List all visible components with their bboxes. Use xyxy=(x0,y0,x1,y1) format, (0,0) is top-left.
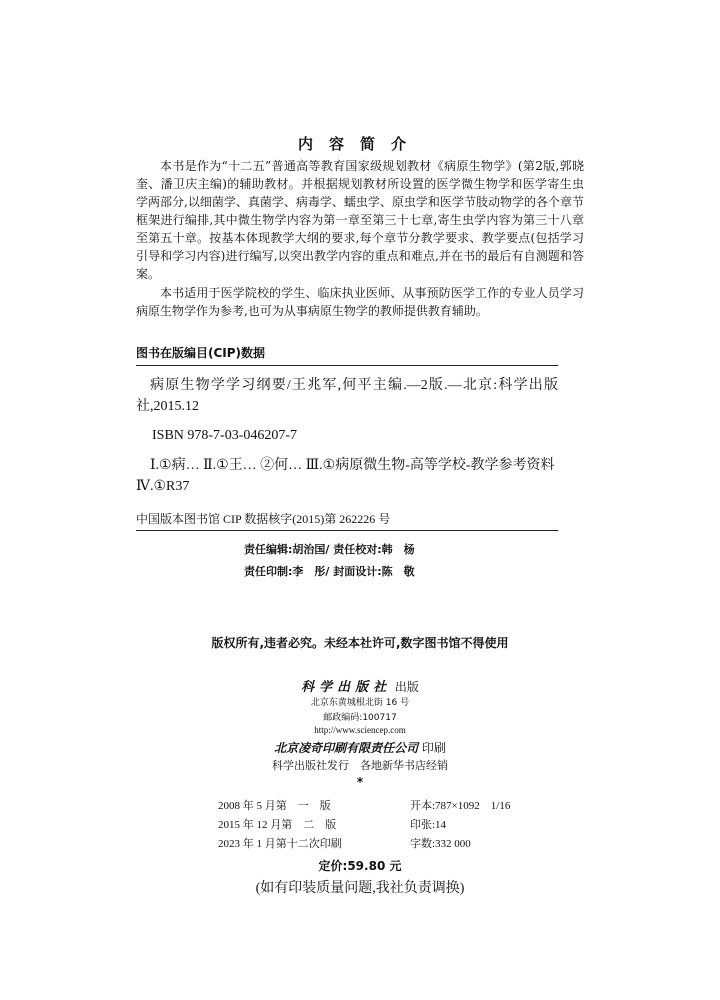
publisher-postcode: 邮政编码:100717 xyxy=(323,713,397,723)
cip-classification: Ⅰ.①病… Ⅱ.①王… ②何… Ⅲ.①病原微生物-高等学校-教学参考资料 Ⅳ.①R37 xyxy=(136,458,555,494)
cip-check-number: 中国版本图书馆 CIP 数据核字(2015)第 262226 号 xyxy=(136,512,391,526)
price: 定价:59.80 元 xyxy=(318,859,402,873)
printer-suffix: 印刷 xyxy=(421,741,446,755)
cip-isbn: ISBN 978-7-03-046207-7 xyxy=(152,428,298,443)
staff-credits-line-1: 责任编辑:胡治国/ 责任校对:韩 杨 xyxy=(244,543,415,556)
summary-paragraph-1: 本书是作为“十二五”普通高等教育国家级规划教材《病原生物学》(第2版,郭晓奎、潘卫庆主编)的辅助教材。并根据规划教材所设置的医学微生物学和医学寄生虫学两部分,以细菌学、真菌学、病毒学、蠕虫学、原虫学和医学节肢动物学的各个章节框架进行编排,其中微生物学内容为第一章至第三十七章,寄生虫学内容为第三十八章至第五十章。按基本体现教学大纲的要求,每个章节分教学要求、教学要点(包括学习引导和学习内容)进行编写,以突出教学内容的重点和难点,并在书的最后有自测题和答案。 xyxy=(136,159,584,281)
publisher-suffix: 出版 xyxy=(394,680,419,694)
copyright-notice: 版权所有,违者必究。未经本社许可,数字图书馆不得使用 xyxy=(211,636,509,650)
cip-record: 病原生物学学习纲要/王兆军,何平主编.—2版.—北京:科学出版社,2015.12 xyxy=(136,378,558,414)
publisher-url: http://www.sciencep.com xyxy=(314,725,406,735)
edition-row xyxy=(218,814,510,833)
edition-date: 2008 年 5 月第 一 版 xyxy=(218,799,331,812)
separator-star: * xyxy=(356,775,364,789)
publisher-name: 科学出版社 xyxy=(301,680,392,695)
printer-line xyxy=(0,739,720,756)
edition-date: 2023 年 1 月第十二次印刷 xyxy=(218,837,342,850)
summary-title: 内容简介 xyxy=(297,135,422,153)
edition-detail: 印张:14 xyxy=(410,818,447,831)
edition-table xyxy=(218,795,510,852)
edition-date: 2015 年 12 月第 二 版 xyxy=(218,818,337,831)
distribution-line: 科学出版社发行 各地新华书店经销 xyxy=(272,759,448,772)
printer-name: 北京凌奇印刷有限责任公司 xyxy=(274,741,419,755)
edition-detail: 开本:787×1092 1/16 xyxy=(410,799,511,812)
cip-bottom-rule xyxy=(136,530,558,531)
staff-credits-line-2: 责任印制:李 彤/ 封面设计:陈 敬 xyxy=(244,565,415,578)
edition-row xyxy=(218,833,510,852)
publisher-line xyxy=(0,676,720,695)
edition-row xyxy=(218,795,510,814)
publisher-address: 北京东黄城根北街 16 号 xyxy=(310,698,410,708)
exchange-note: (如有印装质量问题,我社负责调换) xyxy=(255,881,465,896)
cip-top-rule xyxy=(136,365,558,366)
summary-paragraph-2: 本书适用于医学院校的学生、临床执业医师、从事预防医学工作的专业人员学习病原生物学作为参考,也可为从事病原生物学的教师提供教育辅助。 xyxy=(136,286,584,318)
edition-detail: 字数:332 000 xyxy=(410,837,471,850)
cip-heading: 图书在版编目(CIP)数据 xyxy=(136,346,266,360)
